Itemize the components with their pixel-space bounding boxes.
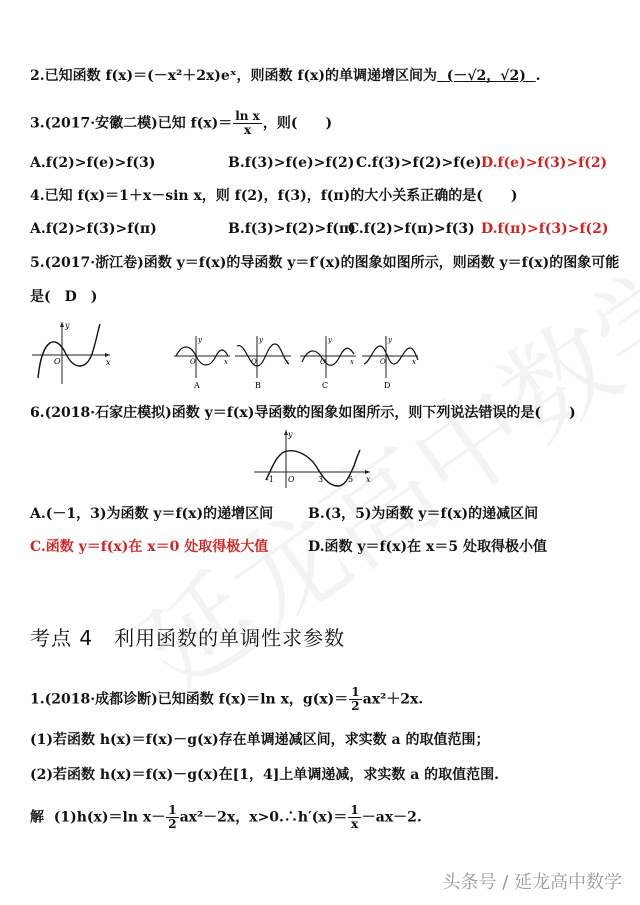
- footer-credit: 头条号 / 延龙高中数学: [442, 872, 622, 893]
- question-5-answer: 是( D ): [30, 289, 98, 305]
- question-4: 4.已知 f(x)＝1＋x－sin x，则 f(2)，f(3)，f(π)的大小关系正确的是( ): [30, 188, 518, 204]
- svg-text:O: O: [320, 358, 326, 366]
- question-6: 6.(2018·石家庄模拟)函数 y＝f(x)导函数的图象如图所示，则下列说法错误的是( ): [30, 405, 576, 421]
- x-axis-arrow-icon: [365, 470, 370, 474]
- q2-stem: 2.已知函数 f(x)＝(－x²＋2x)eˣ，则函数 f(x)的单调递增区间为: [30, 68, 437, 84]
- svg-text:y: y: [388, 336, 392, 344]
- q6-option-c: C.函数 y＝f(x)在 x＝0 处取得极大值: [30, 539, 269, 555]
- svg-text:O: O: [251, 358, 257, 366]
- q4-option-c: C.f(2)>f(π)>f(3): [348, 221, 475, 237]
- svg-text:O: O: [380, 358, 386, 366]
- q3-fraction: $\frac{\text{ln x}}{x}$: [235, 109, 260, 137]
- curve-c: [302, 348, 354, 365]
- svg-text:y: y: [328, 336, 332, 344]
- derivative-curve: [266, 450, 360, 486]
- svg-text:y: y: [288, 430, 293, 439]
- problem-1-part-1: (1)若函数 h(x)＝f(x)－g(x)存在单调递减区间，求实数 a 的取值范围；: [30, 732, 490, 748]
- p1-fraction: $\frac{1}{2}$: [351, 685, 360, 713]
- option-label-c: C: [322, 381, 329, 390]
- q6-option-d: D.函数 y＝f(x)在 x＝5 处取得极小值: [308, 539, 547, 555]
- solution: 解 (1)h(x)＝ln x－ $\frac{1}{2}$ ax²－2x，x>0.∴h′(x)＝ $\frac{1}{x}$ －ax－2.: [30, 803, 422, 831]
- y-axis-arrow-icon: [60, 322, 64, 327]
- q4-option-b: B.f(3)>f(2)>f(π): [228, 221, 356, 237]
- svg-text:x: x: [412, 358, 416, 366]
- x-label: x: [106, 358, 111, 367]
- q3-option-b: B.f(3)>f(e)>f(2): [228, 155, 355, 171]
- q5-option-graph-b: [233, 334, 293, 390]
- q2-answer: (－√2，√2): [446, 68, 526, 84]
- q6-option-a: A.(－1，3)为函数 y＝f(x)的递增区间: [30, 506, 274, 522]
- svg-text:O: O: [190, 358, 196, 366]
- q3-option-d: D.f(e)>f(3)>f(2): [481, 155, 608, 171]
- svg-text:y: y: [259, 336, 263, 344]
- q4-option-d: D.f(π)>f(3)>f(2): [481, 221, 609, 237]
- q4-option-a: A.f(2)>f(3)>f(π): [30, 221, 157, 237]
- section-title: 考点 4 利用函数的单调性求参数: [30, 626, 346, 650]
- option-label-b: B: [255, 381, 261, 390]
- svg-text:x: x: [224, 358, 228, 366]
- p1-stem: 1.(2018·成都诊断)已知函数 f(x)＝ln x，g(x)＝: [30, 691, 349, 708]
- q3-stem: 3.(2017·安徽二模)已知 f(x)＝: [30, 115, 233, 132]
- q5-option-graph-a: [172, 334, 232, 390]
- option-label-a: A: [194, 381, 200, 390]
- svg-text:y: y: [198, 336, 202, 344]
- tick-5: 5: [348, 475, 354, 484]
- problem-1-part-2: (2)若函数 h(x)＝f(x)－g(x)在[1，4]上单调递减，求实数 a 的取值范围.: [30, 767, 500, 783]
- q3-option-c: C.f(3)>f(2)>f(e): [356, 155, 482, 171]
- svg-text:x: x: [350, 358, 354, 366]
- solution-label: 解: [30, 809, 44, 826]
- q3-option-a: A.f(2)>f(e)>f(3): [30, 155, 156, 171]
- q5-derivative-graph: [30, 318, 114, 386]
- curve-d: [364, 346, 418, 364]
- x-axis-arrow-icon: [105, 353, 110, 357]
- curve-b: [237, 344, 289, 366]
- tick-neg1: -1: [266, 475, 274, 484]
- svg-text:O: O: [288, 475, 295, 484]
- question-5: 5.(2017·浙江卷)函数 y＝f(x)的导函数 y＝f′(x)的图象如图所示，则函数 y＝f(x)的图象可能: [30, 255, 620, 271]
- question-2: 2.已知函数 f(x)＝(－x²＋2x)eˣ，则函数 f(x)的单调递增区间为 (－√2，√2) .: [30, 68, 541, 84]
- problem-1: 1.(2018·成都诊断)已知函数 f(x)＝ln x，g(x)＝ $\frac{1}{2}$ ax²＋2x.: [30, 685, 424, 713]
- svg-text:x: x: [285, 358, 289, 366]
- q5-option-graph-d: [360, 334, 420, 390]
- y-label: y: [65, 321, 70, 330]
- q6-derivative-graph: [250, 428, 374, 490]
- q6-option-b: B.(3，5)为函数 y＝f(x)的递减区间: [308, 506, 539, 522]
- derivative-curve: [38, 324, 100, 378]
- svg-text:x: x: [366, 475, 371, 484]
- origin-label: O: [54, 357, 61, 366]
- option-label-d: D: [384, 381, 391, 390]
- q5-option-graph-c: [298, 334, 358, 390]
- tick-3: 3: [318, 475, 324, 484]
- question-3: 3.(2017·安徽二模)已知 f(x)＝ $\frac{\text{ln x}}{x}$ ，则( ): [30, 109, 333, 137]
